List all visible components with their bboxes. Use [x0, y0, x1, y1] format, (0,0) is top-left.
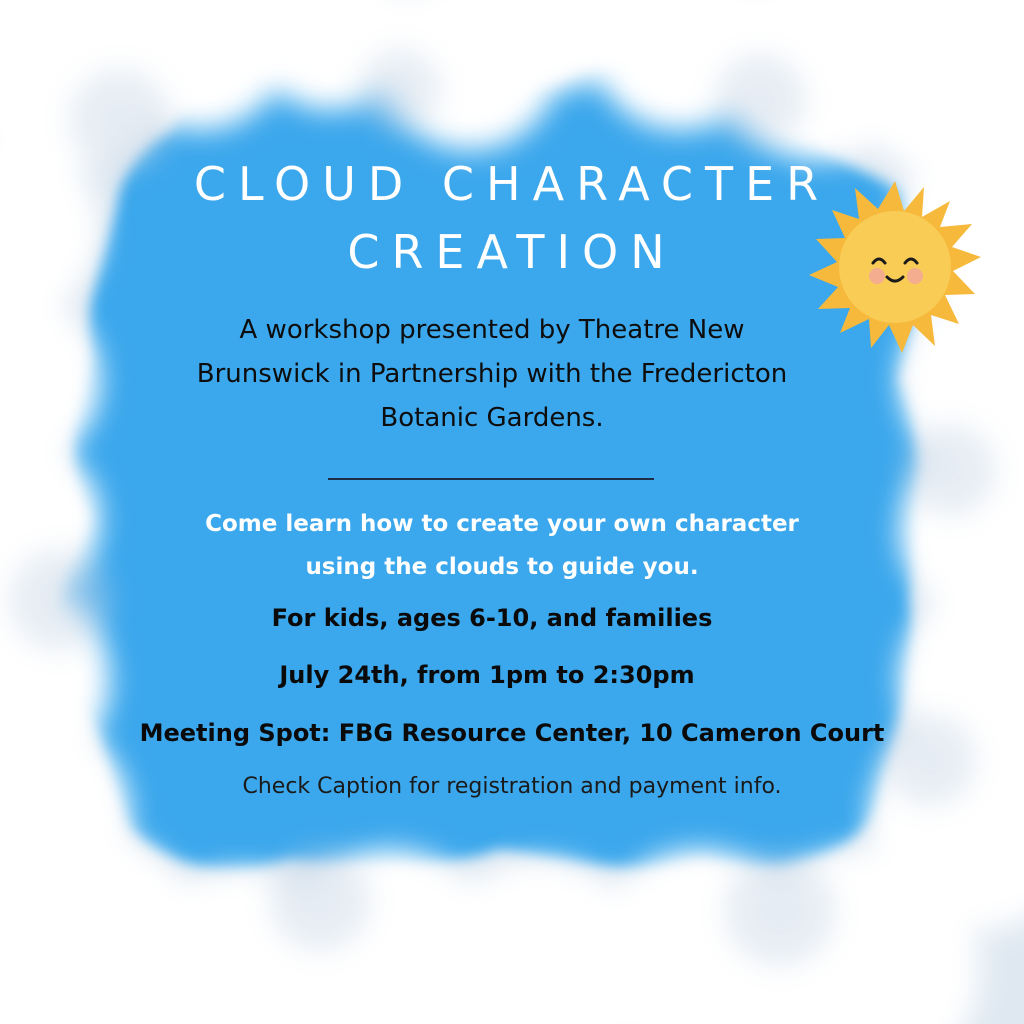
- audience-info: For kids, ages 6-10, and families: [271, 604, 713, 632]
- registration-note: Check Caption for registration and payment info.: [242, 774, 782, 799]
- workshop-title: [112, 150, 912, 286]
- invite-line-1: Come learn how to create your own character: [205, 511, 799, 537]
- intro-line-1: A workshop presented by Theatre New: [239, 315, 745, 345]
- invite-line-2: using the clouds to guide you.: [305, 554, 699, 580]
- presenter-description: [112, 308, 872, 440]
- intro-line-3: Botanic Gardens.: [380, 403, 604, 433]
- date-time-info: July 24th, from 1pm to 2:30pm: [279, 661, 695, 689]
- meeting-spot-info: Meeting Spot: FBG Resource Center, 10 Cameron Court: [139, 719, 885, 747]
- section-divider: [328, 478, 654, 480]
- title-line-1: CLOUD CHARACTER: [193, 157, 831, 211]
- invitation-text: [112, 503, 892, 589]
- title-line-2: CREATION: [347, 225, 677, 279]
- intro-line-2: Brunswick in Partnership with the Fredericton: [196, 359, 788, 389]
